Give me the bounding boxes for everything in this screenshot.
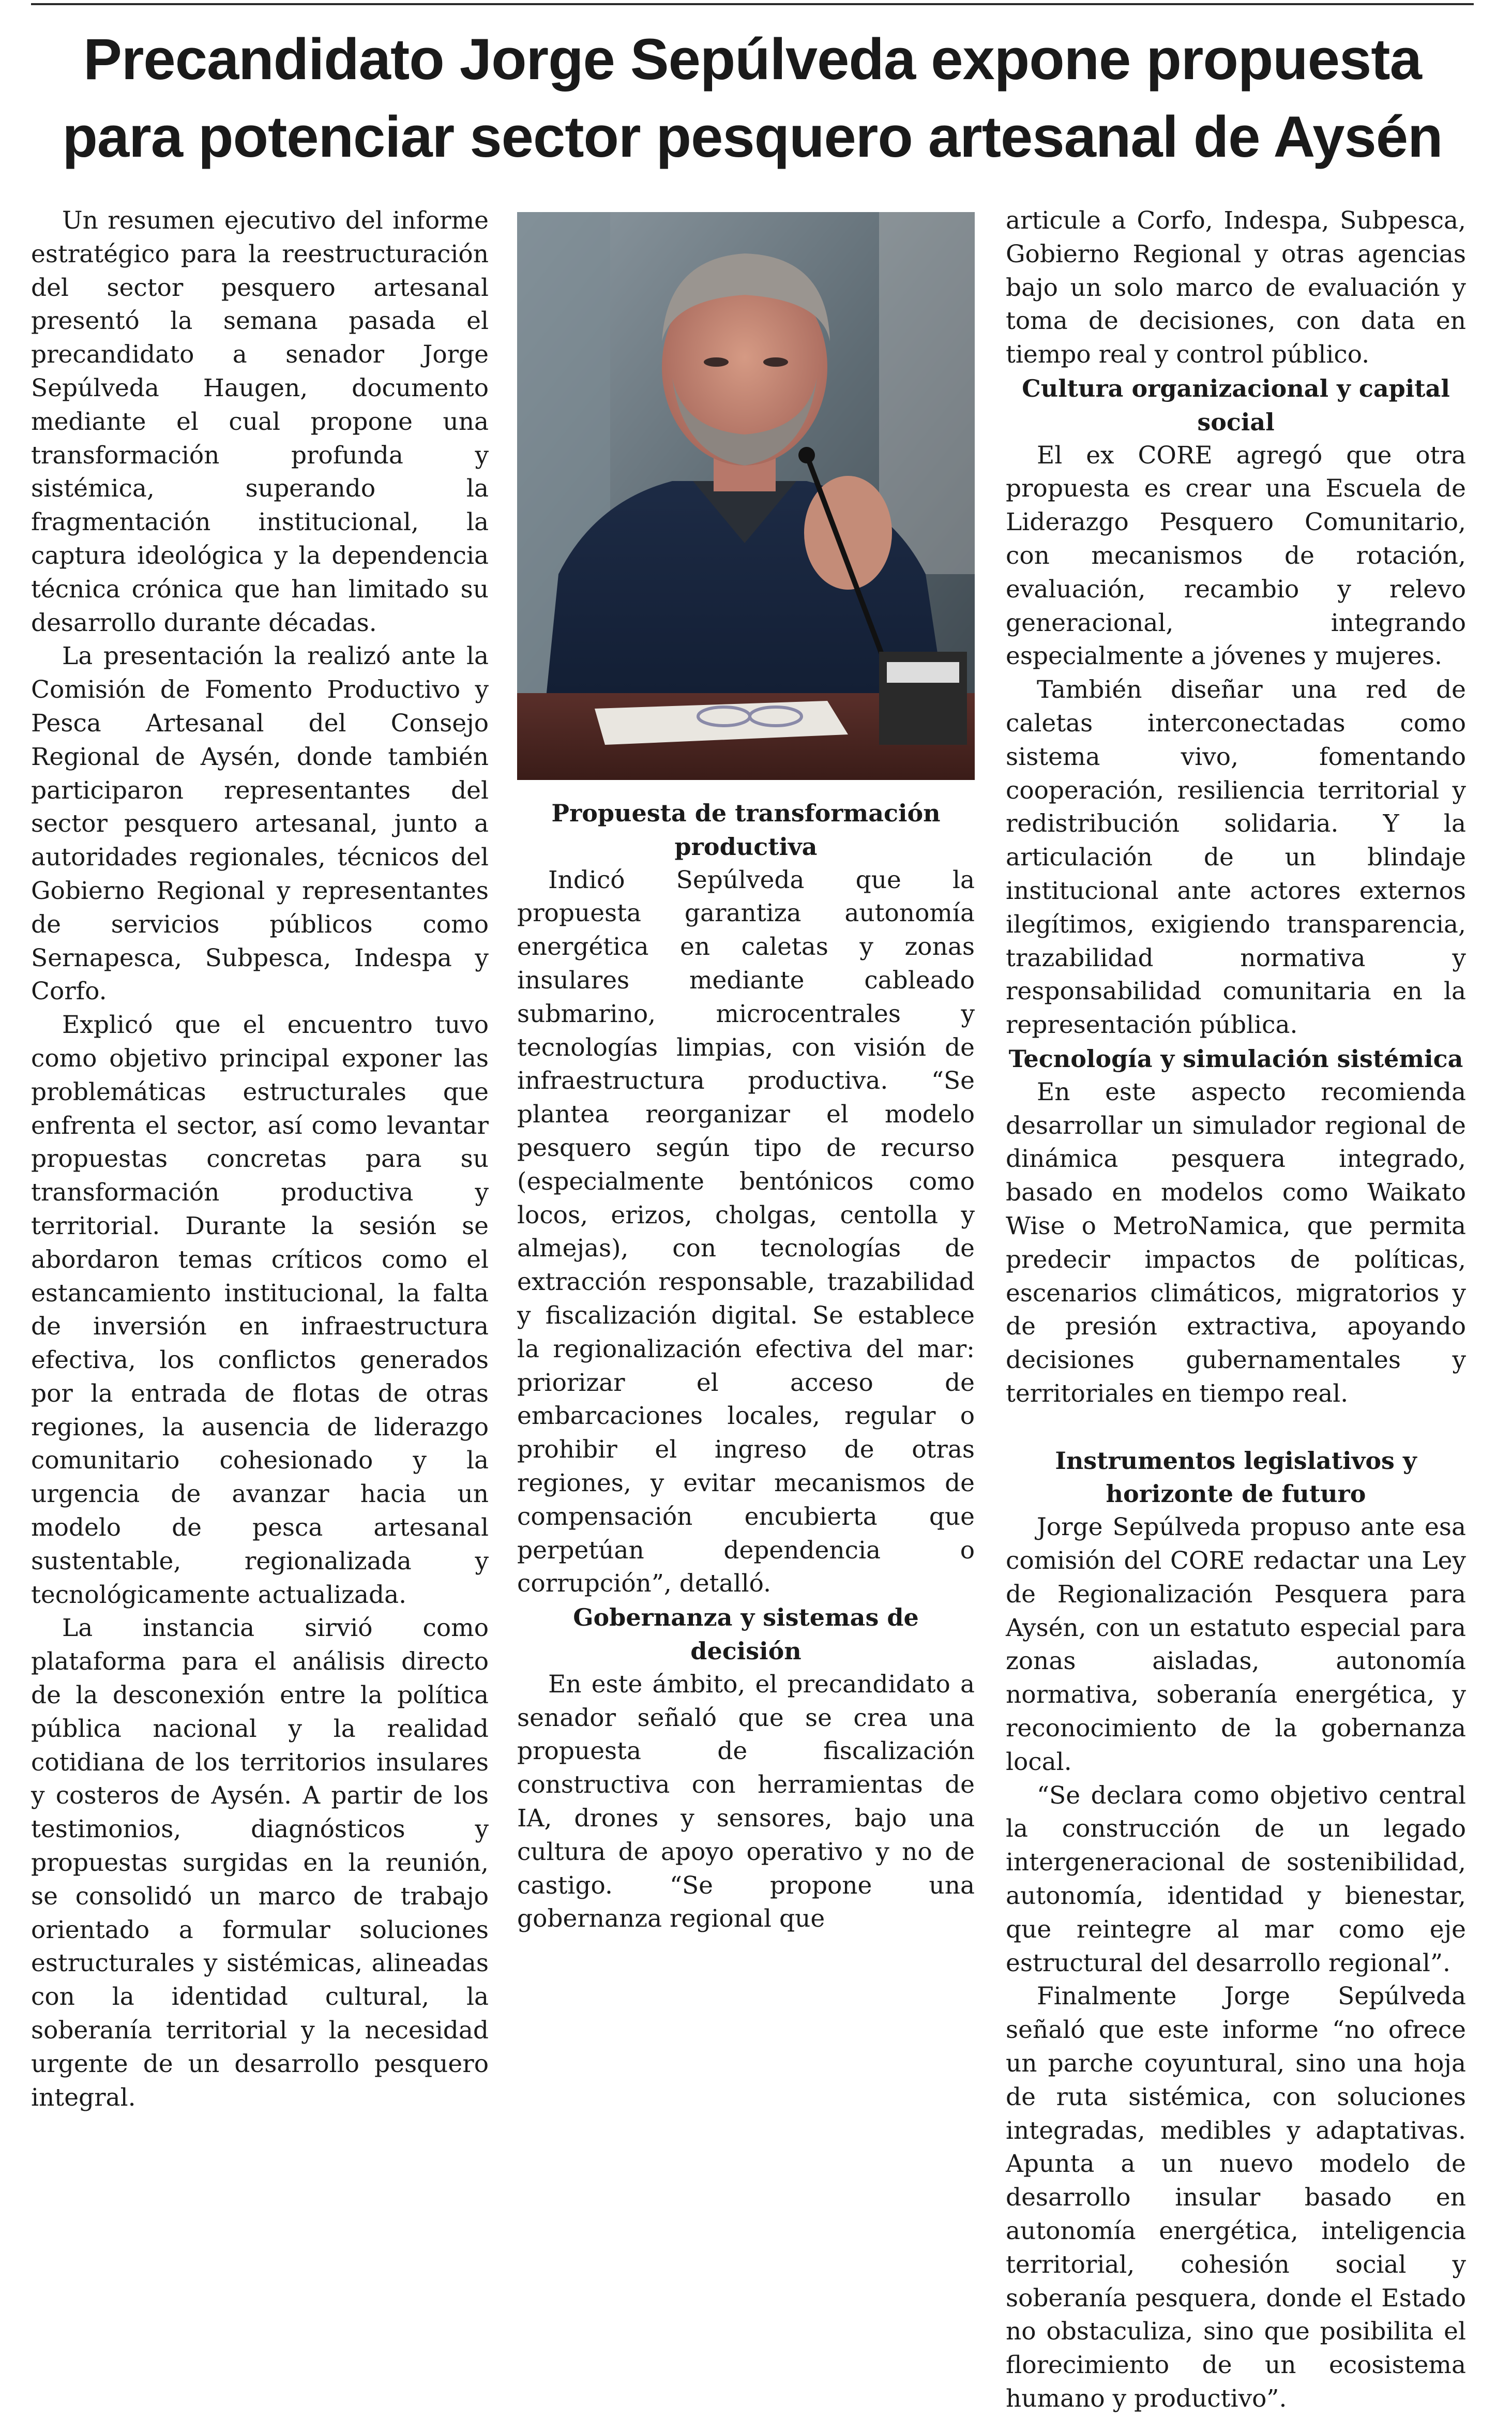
col3-paragraph-0: articule a Corfo, Indespa, Subpesca, Gobierno Regional y otras agencias bajo un solo marco de evaluación y toma de decisiones, con data en tiempo real y control público. bbox=[1006, 206, 1466, 369]
col3-paragraph-5: “Se declara como objetivo central la construcción de un legado intergeneracional de sostenibilidad, autonomía, identidad y bienestar, que reintegre al mar como eje estructural del desarrollo regional”. bbox=[1006, 1781, 1466, 1977]
col3-subhead-2: Tecnología y simulación sistémica bbox=[1008, 1044, 1463, 1073]
col3-paragraph-6: Finalmente Jorge Sepúlveda señaló que este informe “no ofrece un parche coyuntural, sino una hoja de ruta sistémica, con soluciones integradas, medibles y adaptativas. Apunta a un nuevo modelo de desarrollo insular basado en autonomía energética, inteligencia territorial, cohesión social y soberanía pesquera, donde el Estado no obstaculiza, sino que posibilita el florecimiento de un ecosistema humano y productivo”. bbox=[1006, 1982, 1466, 2413]
col1-paragraph-3: Explicó que el encuentro tuvo como objetivo principal exponer las problemáticas estructurales que enfrenta el sector, así como levantar propuestas concretas para su transformación productiva y territorial. Durante la sesión se abordaron temas críticos como el estancamiento institucional, la falta de inversión en infraestructura efectiva, los conflictos generados por la entrada de flotas de otras regiones, la ausencia de liderazgo comunitario cohesionado y la urgencia de avanzar hacia un modelo de pesca artesanal sustentable, regionalizada y tecnológicamente actualizada. bbox=[31, 1011, 489, 1609]
col3-paragraph-1: El ex CORE agregó que otra propuesta es crear una Escuela de Liderazgo Pesquero Comunitario, con mecanismos de rotación, evaluación, recambio y relevo generacional, integrando especialmente a jóvenes y mujeres. bbox=[1006, 441, 1466, 671]
article-photo bbox=[517, 212, 975, 780]
col3-subhead-3: Instrumentos legislativos y horizonte de futuro bbox=[1055, 1446, 1417, 1508]
headline-line-2: para potenciar sector pesquero artesanal de Aysén bbox=[62, 104, 1443, 169]
top-rule bbox=[31, 3, 1474, 5]
col1-paragraph-4: La instancia sirvió como plataforma para el análisis directo de la desconexión entre la política pública nacional y la realidad cotidiana de los territorios insulares y costeros de Aysén. A partir de los testimonios, diagnósticos y propuestas surgidas en la reunión, se consolidó un marco de trabajo orientado a formular soluciones estructurales y sistémicas, alineadas con la identidad cultural, la soberanía territorial y la necesidad urgente de un desarrollo pesquero integral. bbox=[31, 1614, 489, 2112]
col2-paragraph-1: Indicó Sepúlveda que la propuesta garantiza autonomía energética en caletas y zonas insulares mediante cableado submarino, microcentrales y tecnologías limpias, con visión de infraestructura productiva. “Se plantea reorganizar el modelo pesquero según tipo de recurso (especialmente bentónicos como locos, erizos, cholgas, centolla y almejas), con tecnologías de extracción responsable, trazabilidad y fiscalización digital. Se establece la regionalización efectiva del mar: priorizar el acceso de embarcaciones locales, regular o prohibir el ingreso de otras regiones, y evitar mecanismos de compensación encubierta que perpetúan dependencia o corrupción”, detalló. bbox=[517, 865, 975, 1598]
column-2 bbox=[517, 797, 975, 1936]
col2-paragraph-2: En este ámbito, el precandidato a senador señaló que se crea una propuesta de fiscalización constructiva con herramientas de IA, drones y sensores, bajo una cultura de apoyo operativo y no de castigo. “Se propone una gobernanza regional que bbox=[517, 1670, 975, 1933]
col2-subhead-1: Propuesta de transformación productiva bbox=[551, 799, 941, 861]
col3-paragraph-3: En este aspecto recomienda desarrollar un simulador regional de dinámica pesquera integrado, basado en modelos como Waikato Wise o MetroNamica, que permita predecir impactos de políticas, escenarios climáticos, migratorios y de presión extractiva, apoyando decisiones gubernamentales y territoriales en tiempo real. bbox=[1006, 1077, 1466, 1408]
speaker-photo-illustration bbox=[517, 212, 975, 780]
section-gap bbox=[1006, 1411, 1466, 1444]
column-1 bbox=[31, 204, 489, 2114]
col3-subhead-1: Cultura organizacional y capital social bbox=[1022, 374, 1450, 436]
col3-paragraph-4: Jorge Sepúlveda propuso ante esa comisión del CORE redactar una Ley de Regionalización Pesquera para Aysén, con un estatuto especial para zonas aisladas, autonomía normativa, soberanía energética, y reconocimiento de la gobernanza local. bbox=[1006, 1513, 1466, 1776]
col2-subhead-2: Gobernanza y sistemas de decisión bbox=[573, 1603, 919, 1665]
col3-paragraph-2: También diseñar una red de caletas interconectadas como sistema vivo, fomentando cooperación, resiliencia territorial y redistribución solidaria. Y la articulación de un blindaje institucional ante actores externos ilegítimos, exigiendo transparencia, trazabilidad normativa y responsabilidad comunitaria en la representación pública. bbox=[1006, 676, 1466, 1040]
headline-line-1: Precandidato Jorge Sepúlveda expone propuesta bbox=[83, 27, 1422, 92]
col1-paragraph-1: Un resumen ejecutivo del informe estratégico para la reestructuración del sector pesquero artesanal presentó la semana pasada el precandidato a senador Jorge Sepúlveda Haugen, documento mediante el cual propone una transformación profunda y sistémica, superando la fragmentación institucional, la captura ideológica y la dependencia técnica crónica que han limitado su desarrollo durante décadas. bbox=[31, 206, 489, 637]
article-headline bbox=[31, 21, 1474, 176]
col1-paragraph-2: La presentación la realizó ante la Comisión de Fomento Productivo y Pesca Artesanal del Consejo Regional de Aysén, donde también participaron representantes del sector pesquero artesanal, junto a autoridades regionales, técnicos del Gobierno Regional y representantes de servicios públicos como Sernapesca, Subpesca, Indespa y Corfo. bbox=[31, 642, 489, 1006]
column-3 bbox=[1006, 204, 1466, 2416]
